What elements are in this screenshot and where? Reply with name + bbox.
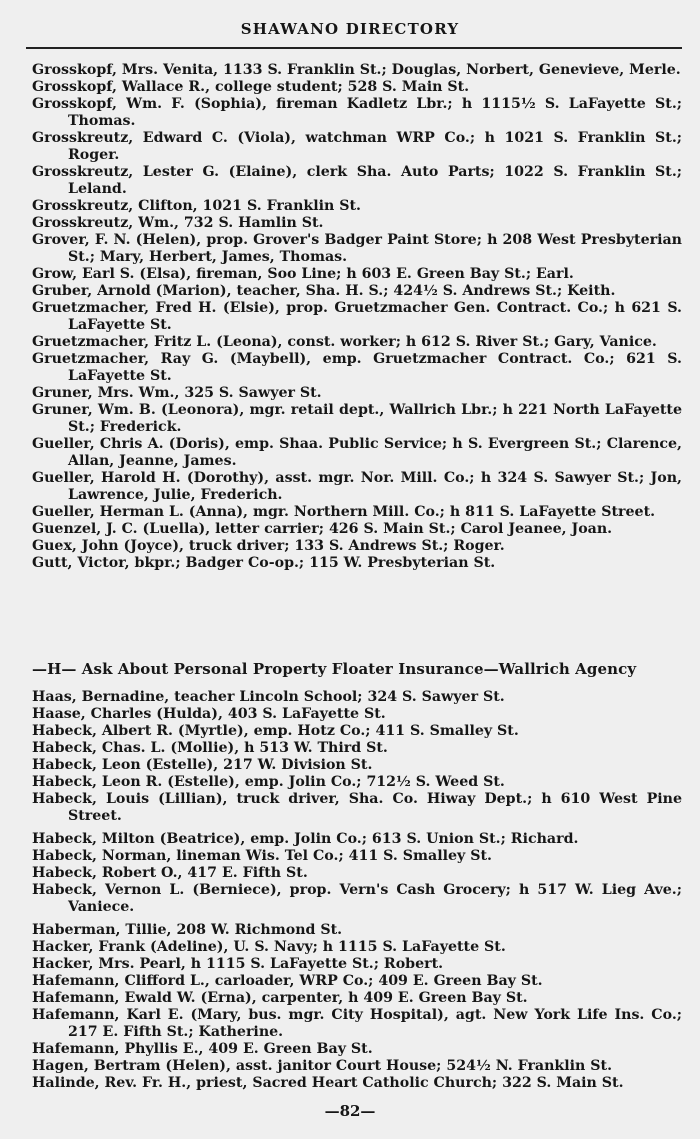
- directory-entry: Grosskopf, Wallace R., college student; 528 S. Main St.: [32, 79, 470, 95]
- directory-entry: Hacker, Mrs. Pearl, h 1115 S. LaFayette St.; Robert.: [32, 956, 444, 972]
- directory-entry: Gruetzmacher, Fred H. (Elsie), prop. Gruetzmacher Gen. Contract. Co.; h 621 S. LaFayette St.: [32, 300, 682, 333]
- directory-entry: Grosskopf, Mrs. Venita, 1133 S. Franklin St.; Douglas, Norbert, Genevieve, Merle.: [32, 62, 681, 78]
- entries-h-list: [32, 689, 682, 1092]
- directory-entry: Grosskreutz, Clifton, 1021 S. Franklin St.: [32, 198, 361, 214]
- directory-entry: Habeck, Chas. L. (Mollie), h 513 W. Third St.: [32, 740, 388, 756]
- directory-entry: Habeck, Robert O., 417 E. Fifth St.: [32, 865, 308, 881]
- directory-entry: Habeck, Milton (Beatrice), emp. Jolin Co.; 613 S. Union St.; Richard.: [32, 831, 579, 847]
- directory-entry: Hafemann, Phyllis E., 409 E. Green Bay St.: [32, 1041, 373, 1057]
- directory-entry: Grosskreutz, Edward C. (Viola), watchman WRP Co.; h 1021 S. Franklin St.; Roger.: [32, 130, 682, 163]
- directory-entry: Gruetzmacher, Fritz L. (Leona), const. worker; h 612 S. River St.; Gary, Vanice.: [32, 334, 657, 350]
- directory-entry: Habeck, Norman, lineman Wis. Tel Co.; 411 S. Smalley St.: [32, 848, 492, 864]
- directory-entry: Hafemann, Ewald W. (Erna), carpenter, h 409 E. Green Bay St.: [32, 990, 528, 1006]
- directory-entry: Gueller, Chris A. (Doris), emp. Shaa. Public Service; h S. Evergreen St.; Clarence, Allan, Jeanne, James.: [32, 436, 682, 469]
- directory-entry: Habeck, Albert R. (Myrtle), emp. Hotz Co.; 411 S. Smalley St.: [32, 723, 519, 739]
- directory-entry: Habeck, Louis (Lillian), truck driver, Sha. Co. Hiway Dept.; h 610 West Pine Street.: [32, 791, 682, 824]
- directory-entry: Habeck, Leon (Estelle), 217 W. Division St.: [32, 757, 373, 773]
- section-heading-h: —H— Ask About Personal Property Floater Insurance—Wallrich Agency: [32, 660, 637, 678]
- directory-entry: Guenzel, J. C. (Luella), letter carrier; 426 S. Main St.; Carol Jeanee, Joan.: [32, 521, 613, 537]
- directory-entry: Grow, Earl S. (Elsa), fireman, Soo Line; h 603 E. Green Bay St.; Earl.: [32, 266, 574, 282]
- directory-entry: Habeck, Vernon L. (Berniece), prop. Vern's Cash Grocery; h 517 W. Lieg Ave.; Vaniece.: [32, 882, 682, 915]
- directory-entry: Gueller, Herman L. (Anna), mgr. Northern Mill. Co.; h 811 S. LaFayette Street.: [32, 504, 656, 520]
- header-divider: [26, 47, 682, 49]
- directory-entry: Gueller, Harold H. (Dorothy), asst. mgr. Nor. Mill. Co.; h 324 S. Sawyer St.; Jon, Lawrence, Julie, Frederich.: [32, 470, 682, 503]
- directory-entry: Gutt, Victor, bkpr.; Badger Co-op.; 115 W. Presbyterian St.: [32, 555, 496, 571]
- directory-entry: Halinde, Rev. Fr. H., priest, Sacred Heart Catholic Church; 322 S. Main St.: [32, 1075, 624, 1091]
- directory-entry: Guex, John (Joyce), truck driver; 133 S. Andrews St.; Roger.: [32, 538, 505, 554]
- directory-entry: Grosskopf, Wm. F. (Sophia), fireman Kadletz Lbr.; h 1115½ S. LaFayette St.; Thomas.: [32, 96, 682, 129]
- page-title: SHAWANO DIRECTORY: [240, 20, 460, 38]
- directory-entry: Haberman, Tillie, 208 W. Richmond St.: [32, 922, 343, 938]
- directory-entry: Grover, F. N. (Helen), prop. Grover's Badger Paint Store; h 208 West Presbyterian St.; Mary, Herbert, James, Thomas.: [32, 232, 682, 265]
- directory-entry: Grosskreutz, Lester G. (Elaine), clerk Sha. Auto Parts; 1022 S. Franklin St.; Leland.: [32, 164, 682, 197]
- directory-entry: Grosskreutz, Wm., 732 S. Hamlin St.: [32, 215, 324, 231]
- page-number: —82—: [324, 1102, 376, 1120]
- directory-entry: Gruber, Arnold (Marion), teacher, Sha. H. S.; 424½ S. Andrews St.; Keith.: [32, 283, 616, 299]
- directory-entry: Habeck, Leon R. (Estelle), emp. Jolin Co.; 712½ S. Weed St.: [32, 774, 505, 790]
- directory-entry: Hagen, Bertram (Helen), asst. janitor Court House; 524½ N. Franklin St.: [32, 1058, 613, 1074]
- directory-entry: Hacker, Frank (Adeline), U. S. Navy; h 1115 S. LaFayette St.: [32, 939, 506, 955]
- directory-entry: Gruner, Mrs. Wm., 325 S. Sawyer St.: [32, 385, 322, 401]
- directory-entry: Haas, Bernadine, teacher Lincoln School; 324 S. Sawyer St.: [32, 689, 505, 705]
- directory-entry: Gruetzmacher, Ray G. (Maybell), emp. Gruetzmacher Contract. Co.; 621 S. LaFayette St.: [32, 351, 682, 384]
- directory-entry: Haase, Charles (Hulda), 403 S. LaFayette St.: [32, 706, 386, 722]
- directory-entry: Hafemann, Clifford L., carloader, WRP Co.; 409 E. Green Bay St.: [32, 973, 543, 989]
- directory-entry: Hafemann, Karl E. (Mary, bus. mgr. City Hospital), agt. New York Life Ins. Co.; 217 E. Fifth St.; Katherine.: [32, 1007, 682, 1040]
- entries-g-list: [32, 62, 682, 572]
- directory-entry: Gruner, Wm. B. (Leonora), mgr. retail dept., Wallrich Lbr.; h 221 North LaFayette St.; Frederick.: [32, 402, 682, 435]
